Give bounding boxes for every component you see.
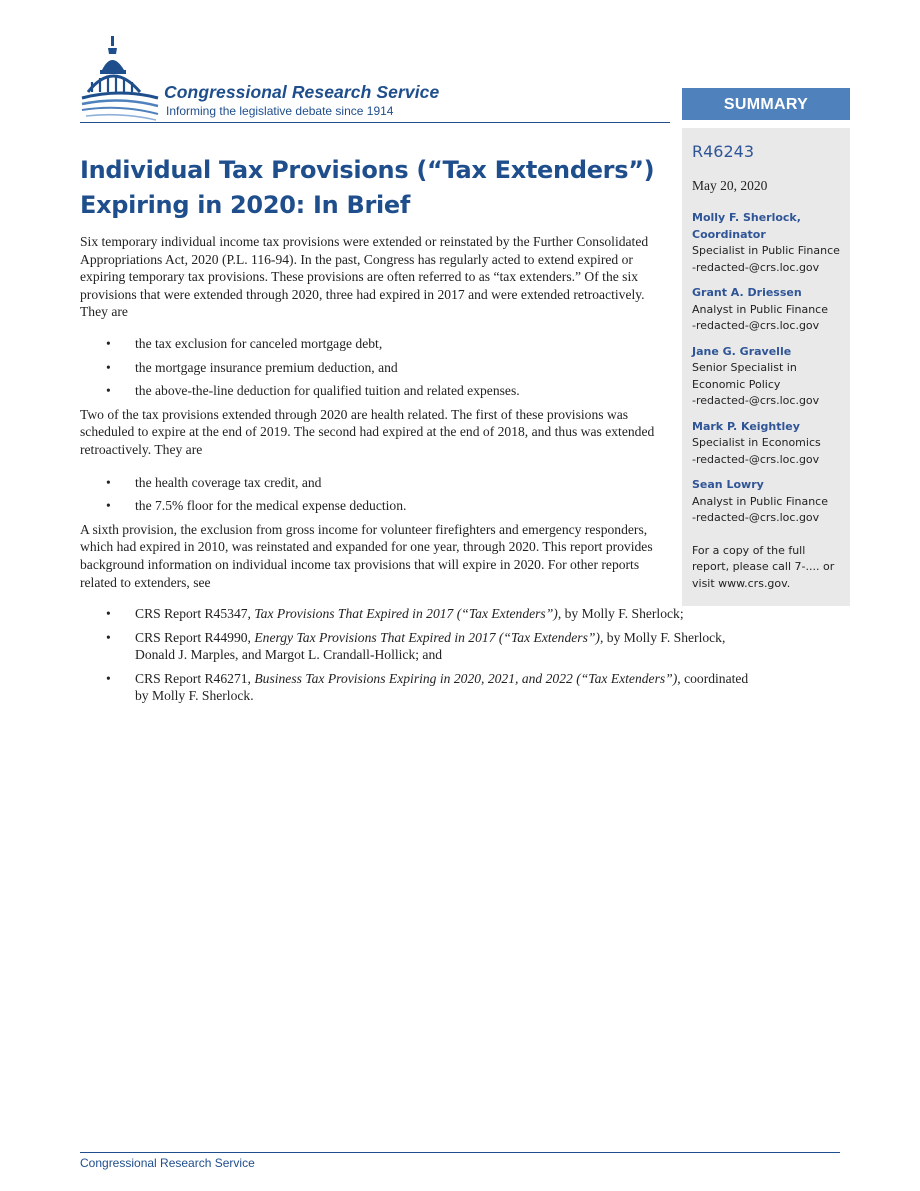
copy-note: For a copy of the full report, please call 7-.... or visit www.crs.gov. [692, 543, 835, 590]
author-entry [692, 477, 841, 527]
bullet-icon: • [106, 335, 111, 351]
capitol-dome-icon [80, 34, 164, 124]
list-item: • the mortgage insurance premium deduction, and [106, 359, 398, 375]
report-date: May 20, 2020 [692, 178, 768, 193]
report-title-link: Business Tax Provisions Expiring in 2020, 2021, and 2022 (“Tax Extenders”) [254, 670, 678, 686]
author-list [692, 210, 841, 527]
author-title: Specialist in Economics [692, 436, 821, 449]
reference-item: • CRS Report R45347, Tax Provisions That Expired in 2017 (“Tax Extenders”), by Molly F. Sherlock; [106, 606, 684, 622]
list-item: • the tax exclusion for canceled mortgage debt, [106, 335, 383, 351]
paragraph: Two of the tax provisions extended through 2020 are health related. The first of these provisions was scheduled to expire at the end of 2019. The second had expired at the end of 2018, and thus was extended retroactively. They are [80, 406, 655, 457]
bullet-list [80, 474, 670, 515]
author-entry [692, 210, 841, 276]
list-item: • the 7.5% floor for the medical expense deduction. [106, 498, 407, 514]
author-name: Sean Lowry [692, 478, 764, 491]
footer-divider [80, 1152, 840, 1153]
list-item: • the above-the-line deduction for qualified tuition and related expenses. [106, 383, 520, 399]
author-email: -redacted-@crs.loc.gov [692, 511, 820, 524]
paragraph: A sixth provision, the exclusion from gross income for volunteer firefighters and emergency responders, which had expired in 2010, was reinstated and expanded for one year, through 2020. This report provides background information on individual income tax provisions that will expire in 2020. For other reports related to extenders, see [80, 521, 653, 590]
paragraph: Six temporary individual income tax provisions were extended or reinstated by the Further Consolidated Appropriations Act, 2020 (P.L. 116-94). In the past, Congress has regularly acted to extend expired or expiring temporary tax provisions. These provisions are often referred to as “tax extenders.” Of the six provisions that were extended through 2020, three had expired in 2017 and were extended retroactively. They are [80, 234, 649, 320]
org-name: Congressional Research Service [164, 82, 440, 102]
report-title-link: Energy Tax Provisions That Expired in 2017 (“Tax Extenders”) [254, 629, 600, 645]
reference-item: • CRS Report R46271, Business Tax Provisions Expiring in 2020, 2021, and 2022 (“Tax Extenders”), coordinated by Molly F. Sherlock. [106, 670, 749, 704]
author-name: Jane G. Gravelle [692, 344, 792, 358]
author-email: -redacted-@crs.loc.gov [692, 394, 820, 407]
author-name: Mark P. Keightley [692, 419, 800, 433]
author-name: Molly F. Sherlock, Coordinator [692, 211, 801, 241]
crs-logo [80, 34, 480, 124]
author-email: -redacted-@crs.loc.gov [692, 319, 820, 332]
author-email: -redacted-@crs.loc.gov [692, 452, 820, 466]
footer-text: Congressional Research Service [80, 1156, 255, 1170]
org-tagline: Informing the legislative debate since 1914 [166, 104, 394, 118]
author-entry [692, 285, 841, 335]
author-name: Grant A. Driessen [692, 286, 802, 299]
bullet-icon: • [106, 606, 111, 622]
author-email: -redacted-@crs.loc.gov [692, 260, 820, 274]
author-entry [692, 344, 841, 410]
page-title: Individual Tax Provisions (“Tax Extenders”) Expiring in 2020: In Brief [80, 156, 655, 219]
author-entry [692, 419, 841, 469]
author-title: Senior Specialist in Economic Policy [692, 361, 797, 391]
report-number: R46243 [692, 142, 755, 161]
reference-list [80, 605, 750, 705]
bullet-icon: • [106, 474, 111, 490]
bullet-icon: • [106, 359, 111, 375]
reference-item: • CRS Report R44990, Energy Tax Provisions That Expired in 2017 (“Tax Extenders”), by Molly F. Sherlock, Donald J. Marples, and Margot L. Crandall-Hollick; and [106, 629, 726, 663]
bullet-icon: • [106, 670, 111, 686]
author-title: Analyst in Public Finance [692, 494, 829, 508]
report-title-link: Tax Provisions That Expired in 2017 (“Tax Extenders”) [254, 606, 558, 622]
summary-tab: SUMMARY [682, 88, 850, 120]
bullet-icon: • [106, 629, 111, 645]
author-title: Analyst in Public Finance [692, 302, 829, 316]
list-item: • the health coverage tax credit, and [106, 474, 322, 490]
bullet-list [80, 335, 670, 400]
bullet-icon: • [106, 383, 111, 399]
header-divider [80, 122, 670, 123]
author-title: Specialist in Public Finance [692, 244, 840, 257]
bullet-icon: • [106, 498, 111, 514]
summary-panel [682, 128, 850, 606]
